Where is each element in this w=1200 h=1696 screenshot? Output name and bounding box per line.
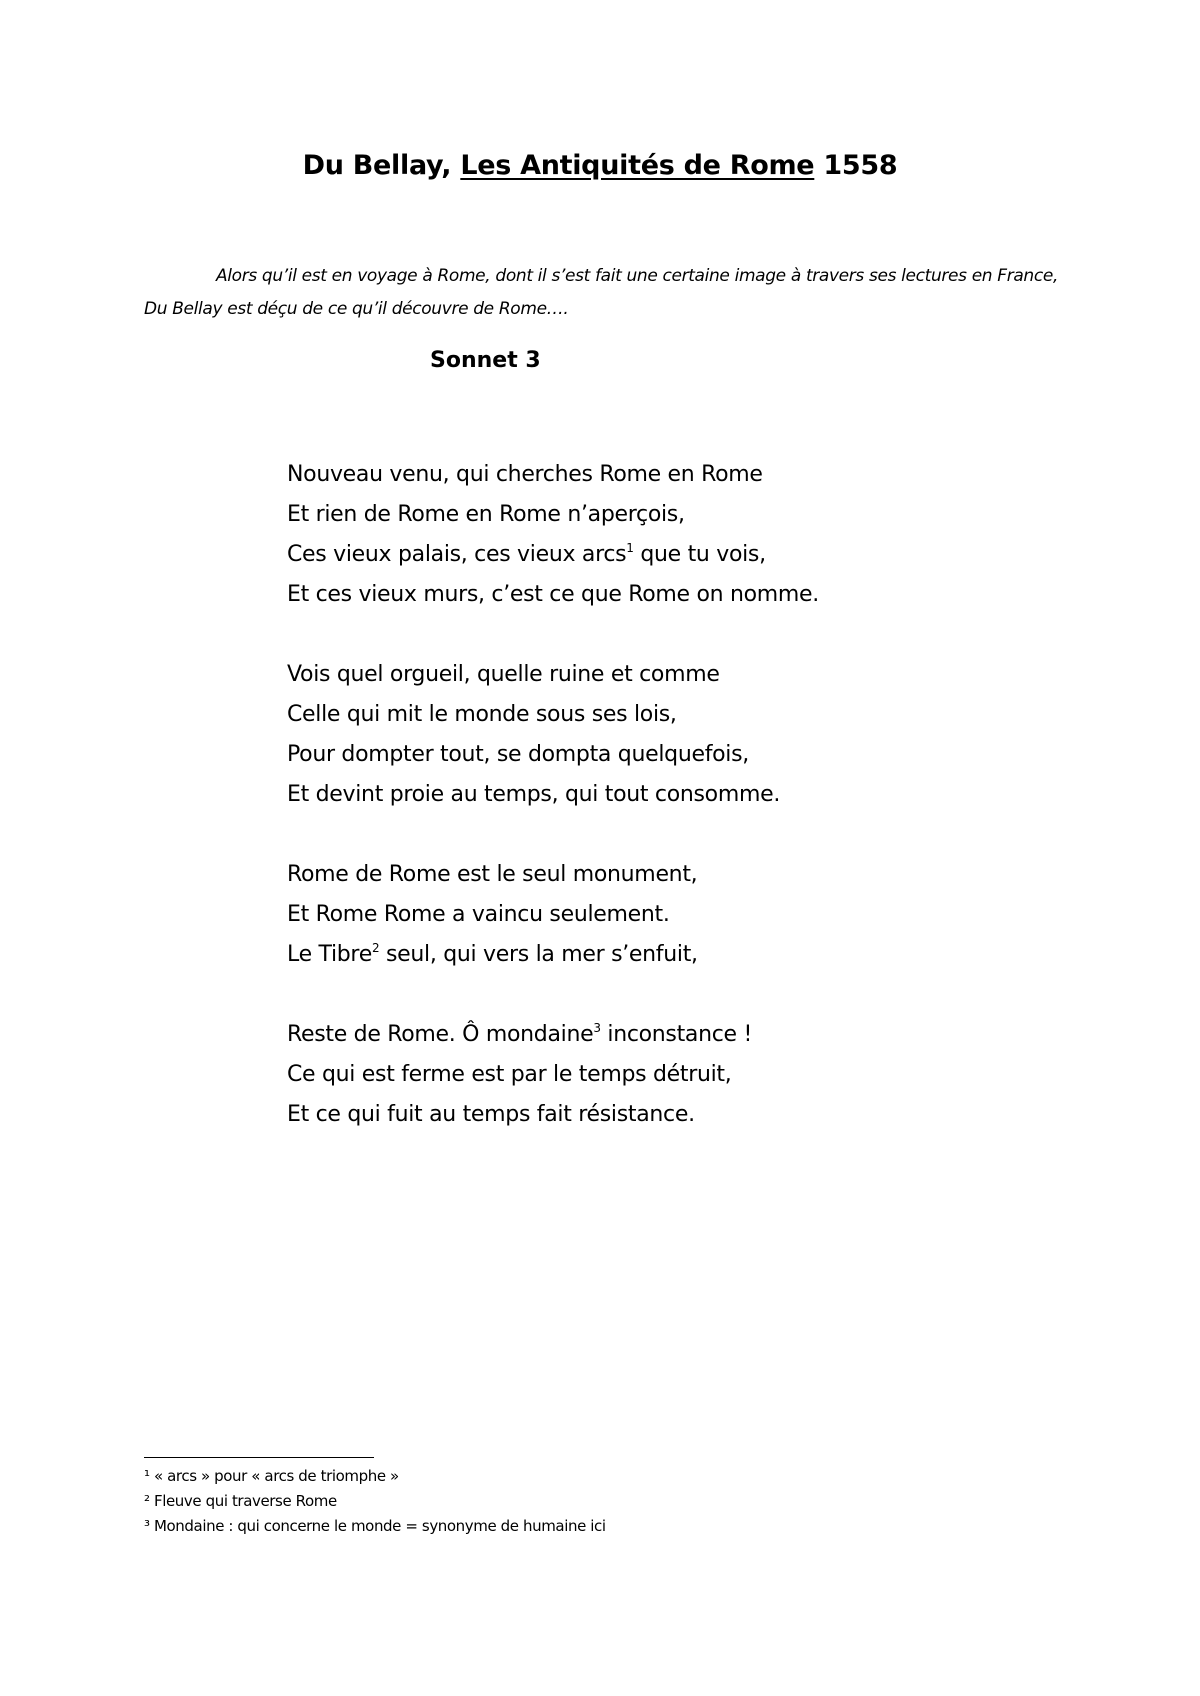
intro-paragraph: Alors qu’il est en voyage à Rome, dont il s’est fait une certaine image à travers ses lectures en France, Du Bellay est déçu de ce qu’il découvre de Rome…. [144,266,1059,319]
verse-text: Reste de Rome. Ô mondaine [287,1022,594,1047]
verse-line: Pour dompter tout, se dompta quelquefois, [287,742,749,767]
verse-line: Et ce qui fuit au temps fait résistance. [287,1102,695,1127]
footnote-2: ² Fleuve qui traverse Rome [144,1492,337,1510]
stanza-2 [287,655,987,815]
verse-line [287,1015,987,1055]
verse-line [287,535,987,575]
sonnet-title: Sonnet 3 [430,348,541,373]
verse-line: Vois quel orgueil, quelle ruine et comme [287,662,720,687]
title-author: Du Bellay, [302,150,452,181]
document-title [0,148,1200,184]
stanza-1 [287,455,987,615]
footnote-ref-1: 1 [626,541,634,555]
verse-line: Nouveau venu, qui cherches Rome en Rome [287,462,763,487]
title-work: Les Antiquités de Rome [460,150,815,181]
verse-line: Et devint proie au temps, qui tout consomme. [287,782,781,807]
footnote-3: ³ Mondaine : qui concerne le monde = synonyme de humaine ici [144,1517,606,1535]
footnotes [144,1464,1044,1539]
footnote-1: ¹ « arcs » pour « arcs de triomphe » [144,1467,399,1485]
verse-line: Celle qui mit le monde sous ses lois, [287,702,677,727]
footnote-ref-3: 3 [593,1021,601,1035]
poem [287,455,987,1175]
verse-line: Et rien de Rome en Rome n’aperçois, [287,502,685,527]
footnote-separator [144,1457,374,1458]
verse-text: inconstance ! [600,1022,752,1047]
verse-text: Ces vieux palais, ces vieux arcs [287,542,627,567]
verse-line [287,935,987,975]
verse-line: Rome de Rome est le seul monument, [287,862,698,887]
verse-text: que tu vois, [633,542,766,567]
title-year: 1558 [823,150,898,181]
verse-line: Ce qui est ferme est par le temps détruit, [287,1062,732,1087]
verse-line: Et ces vieux murs, c’est ce que Rome on nomme. [287,582,819,607]
verse-text: seul, qui vers la mer s’enfuit, [379,942,698,967]
verse-text: Le Tibre [287,942,372,967]
stanza-4 [287,1015,987,1135]
stanza-3 [287,855,987,975]
verse-line: Et Rome Rome a vaincu seulement. [287,902,670,927]
footnote-ref-2: 2 [371,941,380,955]
